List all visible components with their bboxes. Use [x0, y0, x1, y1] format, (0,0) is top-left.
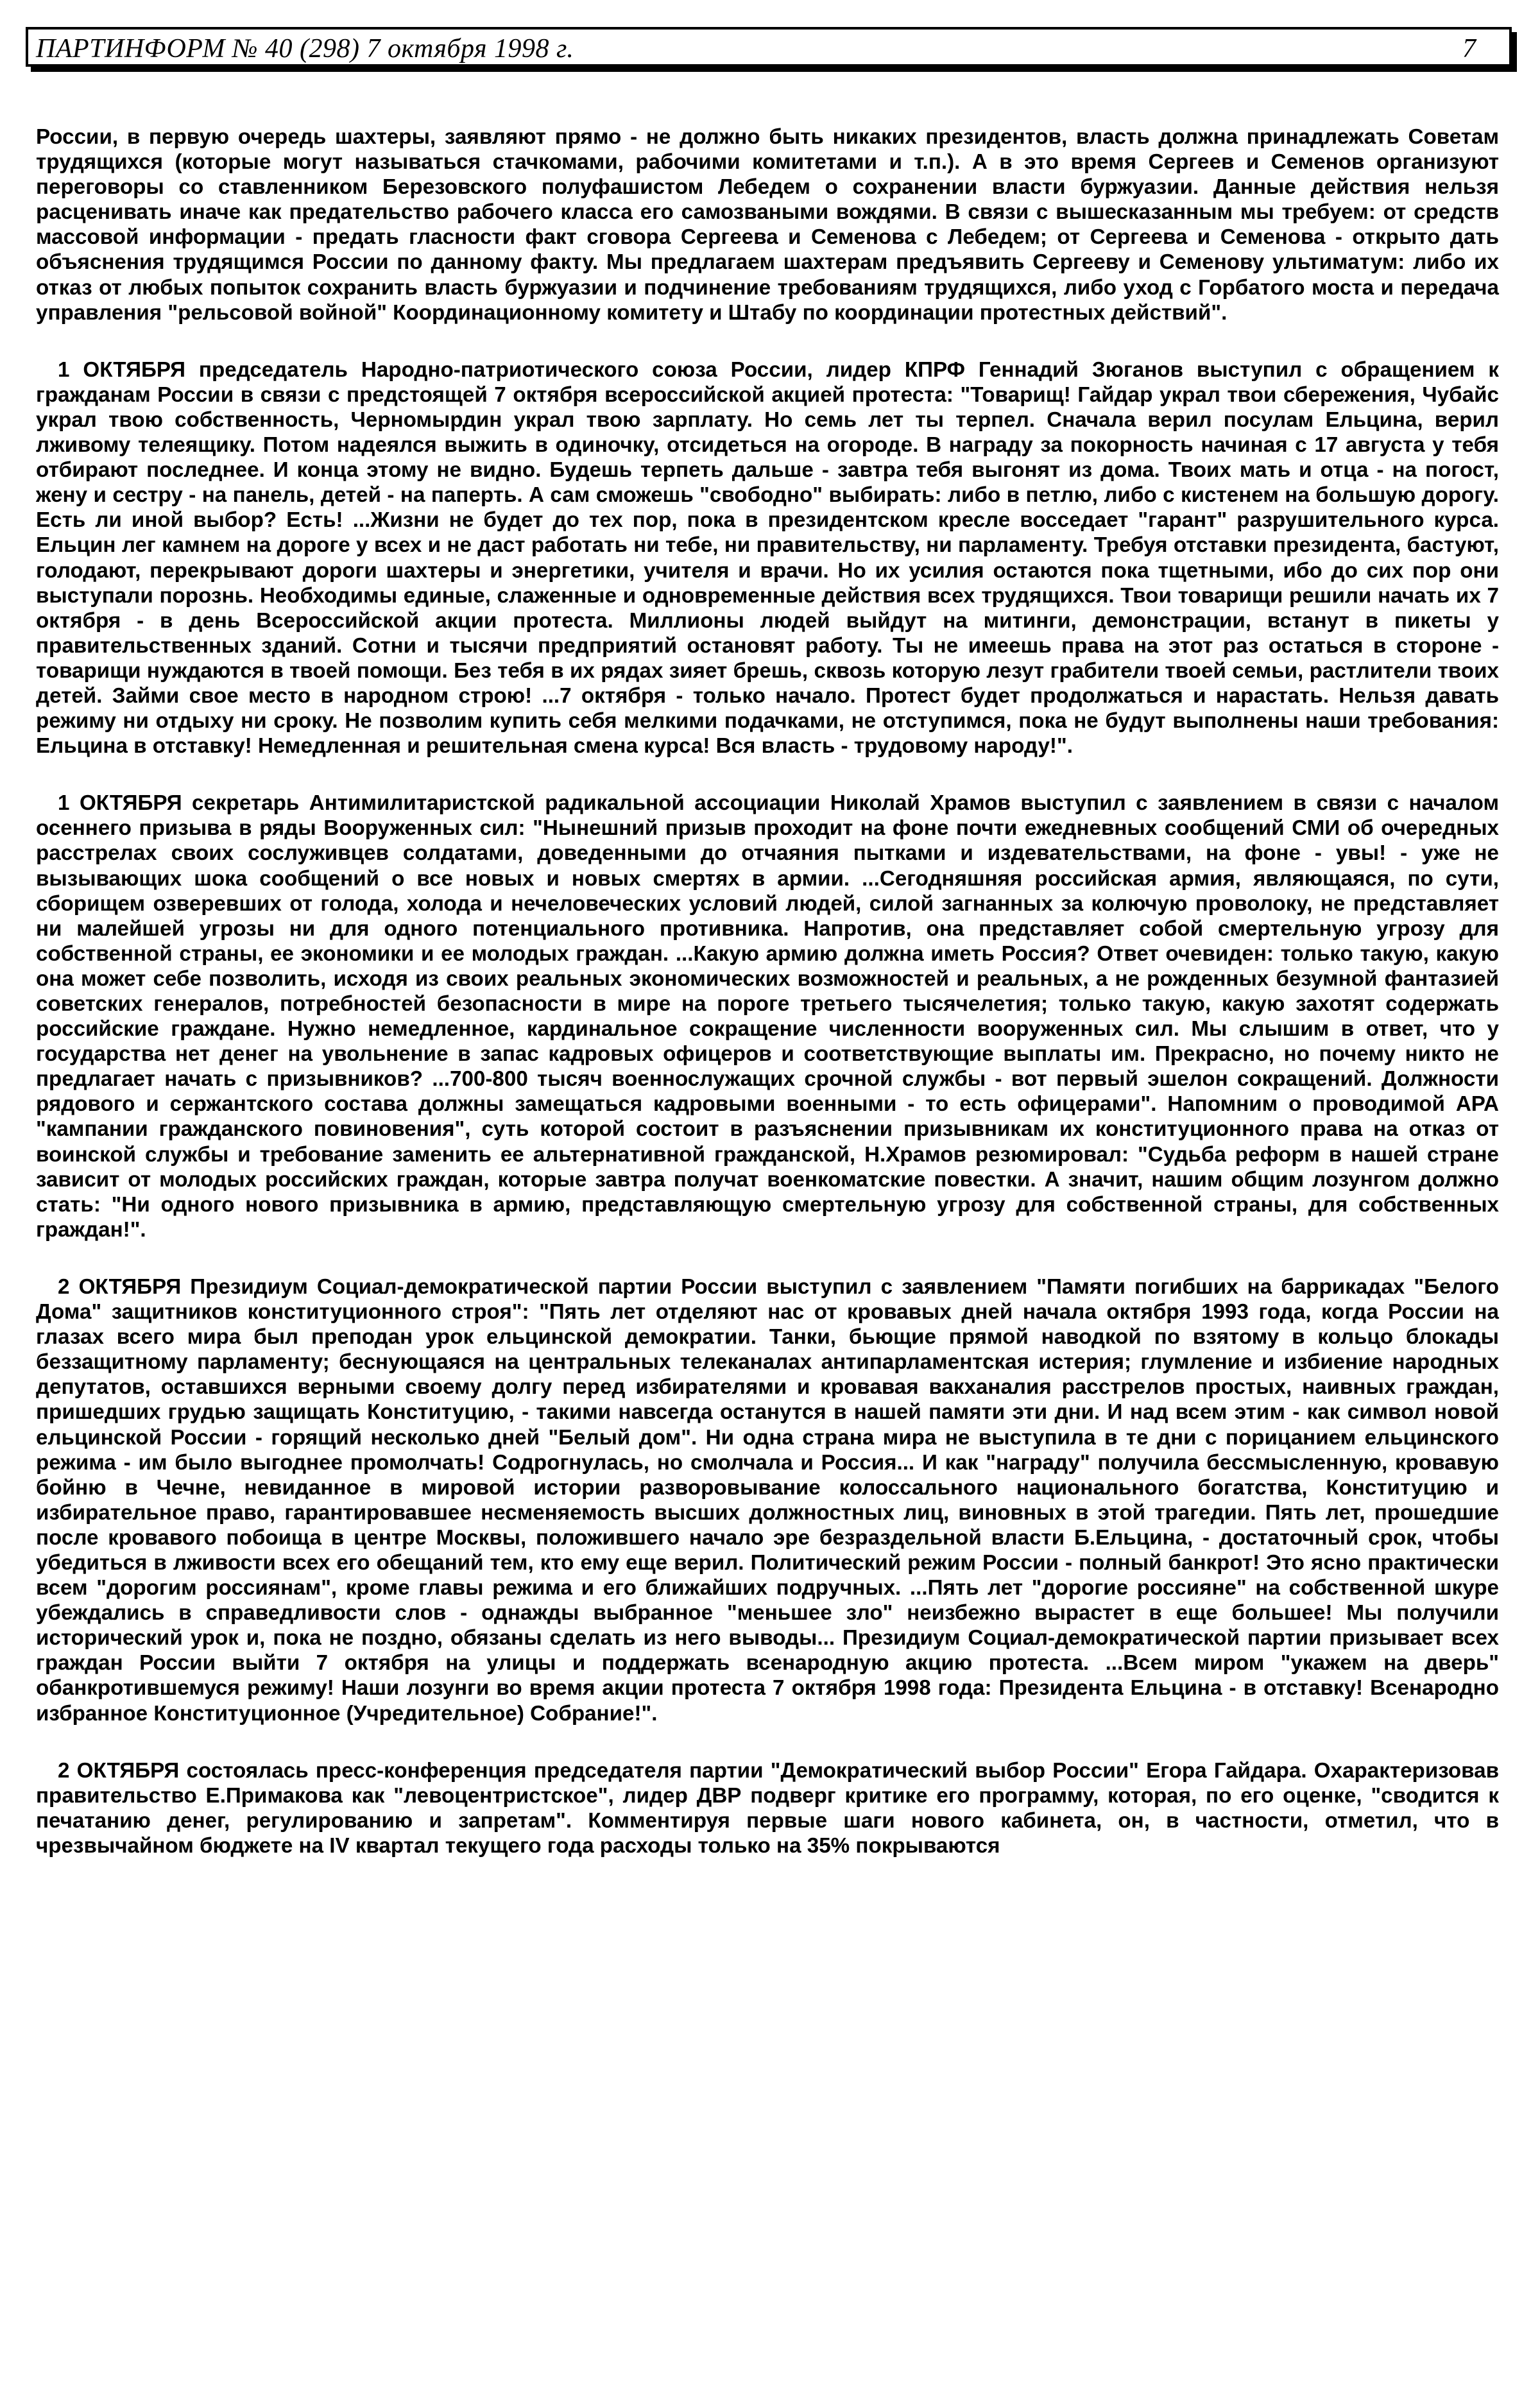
article-body: [36, 124, 1499, 1858]
paragraph-sdpr: 2 ОКТЯБРЯ Президиум Социал-демократической партии России выступил с заявлением "Памяти погибших на баррикадах "Белого Дома" защитников конституционного строя": "Пять лет отделяют нас от кровавых дней начала октября 1993 года, когда России на глазах всего мира был преподан урок ельцинской демократии. Танки, бьющие прямой наводкой по взятому в кольцо блокады беззащитному парламенту; беснующаяся на центральных телеканалах антипарламентская истерия; глумление и избиение народных депутатов, оставшихся верными своему долгу перед избирателями и кровавая вакханалия расстрелов простых, наивных граждан, пришедших грудью защищать Конституцию, - такими навсегда останутся в нашей памяти эти дни. И над всем этим - как символ новой ельцинской России - горящий несколько дней "Белый дом". Ни одна страна мира не выступила в те дни с порицанием ельцинского режима - им было выгоднее промолчать! Содрогнулась, но смолчала и Россия... И как "награду" получила бессмысленную, кровавую бойню в Чечне, невиданное в мировой истории разворовывание колоссального национального богатства, Конституцию и избирательное право, гарантировавшее несменяемость высших должностных лиц, виновных в этой трагедии. Пять лет, прошедшие после кровавого побоища в центре Москвы, положившего начало эре безраздельной власти Б.Ельцина, - достаточный срок, чтобы убедиться в лживости всех его обещаний тем, кто ему еще верил. Политический режим России - полный банкрот! Это ясно практически всем "дорогим россиянам", кроме главы режима и его ближайших подручных. ...Пять лет "дорогие россияне" на собственной шкуре убеждались в справедливости слов - однажды выбранное "меньшее зло" неизбежно вырастет в еще большее! Мы получили исторический урок и, пока не поздно, обязаны сделать из него выводы... Президиум Социал-демократической партии призывает всех граждан России выйти 7 октября на улицы и поддержать всенародную акцию протеста. ...Всем миром "укажем на дверь" обанкротившемуся режиму! Наши лозунги во время акции протеста 7 октября 1998 года: Президента Ельцина - в отставку! Всенародно избранное Конституционное (Учредительное) Собрание!".: [36, 1274, 1499, 1726]
paragraph-continuation: России, в первую очередь шахтеры, заявляют прямо - не должно быть никаких президентов, власть должна принадлежать Советам трудящихся (которые могут называться стачкомами, рабочими комитетами и т.п.). А в это время Сергеев и Семенов организуют переговоры со ставленником Березовского полуфашистом Лебедем о сохранении власти буржуазии. Данные действия нельзя расценивать иначе как предательство рабочего класса его самозваными вождями. В связи с вышесказанным мы требуем: от средств массовой информации - предать гласности факт сговора Сергеева и Семенова с Лебедем; от Сергеева и Семенова - открыто дать объяснения трудящимся России по данному факту. Мы предлагаем шахтерам предъявить Сергееву и Семенову ультиматум: либо их отказ от любых попыток сохранить власть буржуазии и подчинение требованиям трудящихся, либо уход с Горбатого моста и передача управления "рельсовой войной" Координационному комитету и Штабу по координации протестных действий".: [36, 125, 1499, 325]
page-number: 7: [1462, 34, 1476, 64]
page-header: [26, 27, 1512, 67]
header-title: ПАРТИНФОРМ № 40 (298) 7 октября 1998 г.: [36, 34, 574, 64]
paragraph-khramov: 1 ОКТЯБРЯ секретарь Антимилитаристской радикальной ассоциации Николай Храмов выступил с заявлением в связи с началом осеннего призыва в ряды Вооруженных сил: "Нынешний призыв проходит на фоне почти ежедневных сообщений СМИ об очередных расстрелах своих сослуживцев солдатами, доведенными до отчаяния пытками и издевательствами, на фоне - увы! - уже не вызывающих шока сообщений о все новых и новых смертях в армии. ...Сегодняшняя российская армия, являющаяся, по сути, сборищем озверевших от голода, холода и нечеловеческих условий людей, силой загнанных за колючую проволоку, не представляет ни малейшей угрозы ни для одного потенциального противника. Напротив, она представляет собой смертельную угрозу для собственной страны, ее экономики и ее молодых граждан. ...Какую армию должна иметь Россия? Ответ очевиден: только такую, какую она может себе позволить, исходя из своих реальных экономических возможностей и реальных, а не рожденных безумной фантазией советских генералов, потребностей безопасности в мире на пороге третьего тысячелетия; только такую, какую захотят содержать российские граждане. Нужно немедленное, кардинальное сокращение численности вооруженных сил. Мы слышим в ответ, что у государства нет денег на увольнение в запас кадровых офицеров и соответствующие выплаты им. Прекрасно, но почему никто не предлагает начать с призывников? ...700-800 тысяч военнослужащих срочной службы - вот первый эшелон сокращений. Должности рядового и сержантского состава должны замещаться кадровыми военными - то есть офицерами". Напомним о проводимой АРА "кампании гражданского повиновения", суть которой состоит в разъяснении призывникам их конституционного права на отказ от воинской службы и требование заменить ее альтернативной гражданской, Н.Храмов резюмировал: "Судьба реформ в нашей стране зависит от молодых российских граждан, которые завтра получат военкоматские повестки. А значит, нашим общим лозунгом должно стать: "Ни одного нового призывника в армию, представляющую смертельную угрозу для собственной страны, для собственных граждан!".: [36, 791, 1499, 1242]
paragraph-zyuganov: 1 ОКТЯБРЯ председатель Народно-патриотического союза России, лидер КПРФ Геннадий Зюганов выступил с обращением к гражданам России в связи с предстоящей 7 октября всероссийской акцией протеста: "Товарищ! Гайдар украл твои сбережения, Чубайс украл твою собственность, Черномырдин украл твою зарплату. Но семь лет ты терпел. Сначала верил посулам Ельцина, верил лживому телеящику. Потом надеялся выжить в одиночку, отсидеться на огороде. В награду за покорность начиная с 17 августа у тебя отбирают последнее. И конца этому не видно. Будешь терпеть дальше - завтра тебя выгонят из дома. Твоих мать и отца - на погост, жену и сестру - на панель, детей - на паперть. А сам сможешь "свободно" выбирать: либо в петлю, либо с кистенем на большую дорогу. Есть ли иной выбор? Есть! ...Жизни не будет до тех пор, пока в президентском кресле восседает "гарант" разрушительного курса. Ельцин лег камнем на дороге у всех и не даст работать ни тебе, ни правительству, ни парламенту. Требуя отставки президента, бастуют, голодают, перекрывают дороги шахтеры и энергетики, учителя и врачи. Но их усилия остаются пока тщетными, ибо до сих пор они выступали порознь. Необходимы единые, слаженные и одновременные действия всех трудящихся. Твои товарищи решили начать их 7 октября - в день Всероссийской акции протеста. Миллионы людей выйдут на митинги, демонстрации, встанут в пикеты у правительственных зданий. Сотни и тысячи предприятий остановят работу. Ты не имеешь права на этот раз остаться в стороне - товарищи нуждаются в твоей помощи. Без тебя в их рядах зияет брешь, сквозь которую лезут грабители твоей семьи, растлители твоих детей. Займи свое место в народном строю! ...7 октября - только начало. Протест будет продолжаться и нарастать. Нельзя давать режиму ни отдыху ни сроку. Не позволим купить себя мелкими подачками, не отступимся, пока не будут выполнены наши требования: Ельцина в отставку! Немедленная и решительная смена курса! Вся власть - трудовому народу!".: [36, 357, 1499, 758]
paragraph-gaidar: 2 ОКТЯБРЯ состоялась пресс-конференция председателя партии "Демократический выбор России" Егора Гайдара. Охарактеризовав правительство Е.Примакова как "левоцентристское", лидер ДВР подверг критике его программу, которая, по его оценке, "сводится к печатанию денег, регулированию и запретам". Комментируя первые шаги нового кабинета, он, в частности, отметил, что в чрезвычайном бюджете на IV квартал текущего года расходы только на 35% покрываются: [36, 1758, 1499, 1858]
